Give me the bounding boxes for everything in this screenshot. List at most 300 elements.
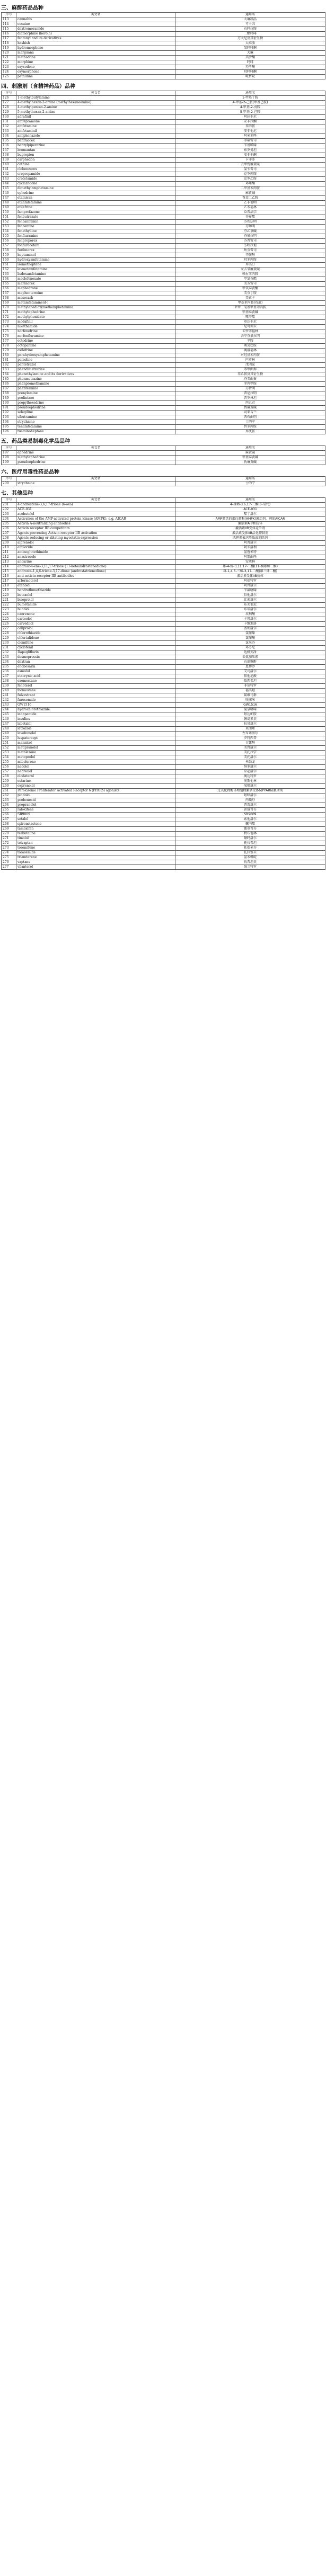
cell-en: fulvestrant — [16, 693, 175, 698]
cell-no: 136 — [2, 144, 16, 148]
table-row — [2, 770, 325, 774]
cell-no: 143 — [2, 177, 16, 182]
cell-no: 200 — [2, 482, 16, 486]
cell-no: 231 — [2, 646, 16, 650]
cell-en: metolazone — [16, 751, 175, 755]
table-row — [2, 148, 325, 153]
table-row — [2, 665, 325, 670]
cell-cn: 奥达特罗 — [175, 774, 325, 779]
table-row — [2, 627, 325, 631]
cell-no: 189 — [2, 396, 16, 401]
cell-no: 213 — [2, 560, 16, 565]
cell-cn: 二甲基苯丙胺 — [175, 186, 325, 191]
table-row — [2, 727, 325, 732]
cell-no: 156 — [2, 239, 16, 244]
table-header-row — [2, 477, 325, 482]
table-row — [2, 851, 325, 855]
table-row — [2, 541, 325, 546]
cell-cn: 左去氧麻黄碱 — [175, 268, 325, 272]
table-row — [2, 655, 325, 660]
cell-en: norfenefrine — [16, 329, 175, 334]
cell-en: atenolol — [16, 584, 175, 589]
table-row — [2, 32, 325, 37]
table-row — [2, 527, 325, 531]
cell-no: 233 — [2, 655, 16, 660]
table-row — [2, 396, 325, 401]
cell-no: 199 — [2, 460, 16, 465]
cell-cn: 阿屈非尼 — [175, 115, 325, 120]
table-row — [2, 598, 325, 603]
cell-en: tamoxifen — [16, 827, 175, 832]
table-row — [2, 215, 325, 220]
cell-no: 128 — [2, 105, 16, 110]
table-row — [2, 210, 325, 215]
cell-no: 138 — [2, 153, 16, 158]
cell-en: toremifene — [16, 846, 175, 851]
cell-en: lisdexamfetamine — [16, 272, 175, 277]
cell-no: 151 — [2, 215, 16, 220]
cell-no: 248 — [2, 727, 16, 732]
cell-no: 269 — [2, 827, 16, 832]
cell-no: 261 — [2, 789, 16, 794]
column-header-no: 序号 — [2, 446, 16, 451]
cell-cn: 氯噻酮 — [175, 636, 325, 641]
cell-en: 4-methylpentan-2-amine — [16, 105, 175, 110]
cell-cn: 芬布酯 — [175, 215, 325, 220]
table-row — [2, 593, 325, 598]
table-row — [2, 631, 325, 636]
cell-no: 180 — [2, 353, 16, 358]
cell-en: dimethylamphetamine — [16, 186, 175, 191]
cell-no: 157 — [2, 244, 16, 248]
cell-no: 264 — [2, 803, 16, 808]
column-header-no: 序号 — [2, 477, 16, 482]
cell-no: 230 — [2, 641, 16, 646]
cell-cn: 甲氯芬酯 — [175, 277, 325, 282]
cell-en: cannabis — [16, 17, 175, 22]
table-row — [2, 569, 325, 574]
table-row — [2, 339, 325, 344]
cell-en: canrenone — [16, 612, 175, 617]
cell-en: Activin receptor IIB competitors — [16, 527, 175, 531]
table-row — [2, 234, 325, 239]
table-row — [2, 120, 325, 124]
table-row — [2, 129, 325, 134]
column-header-no: 序号 — [2, 91, 16, 96]
cell-no: 130 — [2, 115, 16, 120]
table-row — [2, 560, 325, 565]
cell-en: pindolol — [16, 794, 175, 798]
cell-no: 190 — [2, 401, 16, 406]
table-row — [2, 693, 325, 698]
cell-en: desmopressin — [16, 655, 175, 660]
cell-no: 140 — [2, 163, 16, 167]
cell-cn: 氧烯洛尔 — [175, 784, 325, 789]
cell-no: 145 — [2, 186, 16, 191]
table-row — [2, 263, 325, 268]
cell-no: 131 — [2, 120, 16, 124]
cell-no: 239 — [2, 684, 16, 689]
cell-en: modafinil — [16, 320, 175, 325]
cell-cn: GW1516 — [175, 703, 325, 708]
cell-no: 260 — [2, 784, 16, 789]
cell-en: prolintane — [16, 396, 175, 401]
drug-table — [1, 445, 325, 465]
cell-no: 197 — [2, 451, 16, 456]
cell-no: 139 — [2, 158, 16, 163]
cell-en: carteolol — [16, 617, 175, 622]
cell-en: enobosarm — [16, 665, 175, 670]
cell-cn: 雷洛昔芬 — [175, 808, 325, 813]
table-row — [2, 344, 325, 349]
cell-cn: 香草二乙胺 — [175, 196, 325, 201]
table-row — [2, 832, 325, 836]
cell-cn: 达格列净 — [175, 650, 325, 655]
cell-no: 203 — [2, 512, 16, 517]
table-row — [2, 282, 325, 287]
cell-cn: 罗特西普 — [175, 736, 325, 741]
cell-en: nikethamide — [16, 325, 175, 329]
cell-cn: 羟苯丙胺 — [175, 258, 325, 263]
cell-no: 225 — [2, 617, 16, 622]
table-row — [2, 334, 325, 339]
table-row — [2, 579, 325, 584]
cell-no: 184 — [2, 372, 16, 377]
cell-cn: 大麻 — [175, 51, 325, 56]
table-row — [2, 182, 325, 186]
table-row — [2, 75, 325, 79]
cell-en: clobenzorex — [16, 167, 175, 172]
cell-cn: 赖右苯丙胺 — [175, 272, 325, 277]
cell-cn: 4-甲基-2-戊胺 — [175, 105, 325, 110]
cell-no: 270 — [2, 832, 16, 836]
cell-cn: 乙非他明 — [175, 201, 325, 206]
table-row — [2, 855, 325, 860]
table-row — [2, 358, 325, 363]
cell-cn: 美替洛尔 — [175, 746, 325, 751]
cell-no: 177 — [2, 339, 16, 344]
column-header-en: 英文名 — [16, 498, 175, 503]
cell-cn: 苄基哌嗪 — [175, 144, 325, 148]
cell-no: 238 — [2, 679, 16, 684]
table-row — [2, 51, 325, 56]
table-row — [2, 741, 325, 746]
column-header-cn: 通用名 — [175, 446, 325, 451]
cell-no: 176 — [2, 334, 16, 339]
table-row — [2, 517, 325, 522]
cell-no: 152 — [2, 220, 16, 225]
cell-no: 194 — [2, 420, 16, 425]
table-row — [2, 167, 325, 172]
cell-en: selegiline — [16, 411, 175, 415]
cell-cn: 比索洛尔 — [175, 598, 325, 603]
cell-no: 243 — [2, 703, 16, 708]
cell-en: carphedon — [16, 158, 175, 163]
table-row — [2, 411, 325, 415]
cell-en: probenecid — [16, 798, 175, 803]
table-row — [2, 124, 325, 129]
cell-en: sotalol — [16, 817, 175, 822]
table-row — [2, 574, 325, 579]
table-row — [2, 846, 325, 851]
cell-cn: 托伐普坦 — [175, 841, 325, 846]
cell-cn: 环唑酮 — [175, 182, 325, 186]
cell-en: mefenorex — [16, 282, 175, 287]
cell-en: olodaterol — [16, 774, 175, 779]
cell-no: 237 — [2, 674, 16, 679]
cell-en: arformoterol — [16, 579, 175, 584]
cell-no: 209 — [2, 541, 16, 546]
cell-cn: 普萘洛尔 — [175, 803, 325, 808]
cell-no: 124 — [2, 70, 16, 75]
table-row — [2, 349, 325, 353]
table-row — [2, 368, 325, 372]
cell-no: 116 — [2, 32, 16, 37]
table-row — [2, 65, 325, 70]
cell-no: 181 — [2, 358, 16, 363]
cell-cn: 美索卡 — [175, 296, 325, 301]
cell-cn: 伪麻黄碱 — [175, 406, 325, 411]
cell-cn: 丙己君 — [175, 401, 325, 406]
cell-no: 154 — [2, 229, 16, 234]
cell-no: 165 — [2, 282, 16, 287]
cell-en: pseudoephedrine — [16, 460, 175, 465]
table-row — [2, 315, 325, 320]
cell-en: benfluorex — [16, 139, 175, 144]
cell-no: 172 — [2, 315, 16, 320]
cell-en: fenfluramine — [16, 234, 175, 239]
cell-cn: 奈必洛尔 — [175, 770, 325, 774]
cell-en: carvedilol — [16, 622, 175, 627]
table-row — [2, 660, 325, 665]
cell-cn: 卡维地洛 — [175, 622, 325, 627]
cell-no: 195 — [2, 425, 16, 430]
cell-cn: 芬咖明 — [175, 225, 325, 229]
table-row — [2, 277, 325, 282]
cell-en: cocaine — [16, 22, 175, 27]
section-title: 五、药品类易制毒化学品品种 — [1, 439, 70, 444]
section-title: 三、麻醉药品品种 — [1, 5, 43, 11]
cell-cn: 亚甲二氧基甲基苯丙胺 — [175, 306, 325, 310]
cell-cn: 坎利酮 — [175, 612, 325, 617]
cell-no: 268 — [2, 822, 16, 827]
cell-en: 1-methylbutylamine — [16, 96, 175, 101]
cell-cn: 倍他洛尔 — [175, 593, 325, 598]
table-row — [2, 732, 325, 736]
cell-cn: 芬乙茶碱 — [175, 229, 325, 234]
cell-cn: 戊四氮 — [175, 363, 325, 368]
table-row — [2, 717, 325, 722]
cell-no: 125 — [2, 75, 16, 79]
cell-no: 272 — [2, 841, 16, 846]
cell-no: 211 — [2, 550, 16, 555]
drug-table — [1, 91, 325, 434]
cell-no: 162 — [2, 268, 16, 272]
cell-cn: 吲达帕胺 — [175, 712, 325, 717]
cell-cn: 激活素IIB受体竞争剂 — [175, 527, 325, 531]
cell-cn: 苯丙胺 — [175, 124, 325, 129]
cell-cn: SR9009 — [175, 813, 325, 817]
cell-cn: 苄氟噻嗪 — [175, 589, 325, 593]
cell-no: 251 — [2, 741, 16, 746]
cell-no: 242 — [2, 698, 16, 703]
cell-en: tenamfetamine — [16, 425, 175, 430]
cell-cn: 羟考酮 — [175, 65, 325, 70]
cell-en: insulins — [16, 717, 175, 722]
cell-cn: 去甲苯福林 — [175, 329, 325, 334]
cell-cn: 大麻脂 — [175, 41, 325, 46]
cell-cn: 卡替洛尔 — [175, 617, 325, 622]
cell-en: torasemide — [16, 851, 175, 855]
cell-cn: 布罗曼坦 — [175, 148, 325, 153]
table-header-row — [2, 13, 325, 17]
cell-no: 277 — [2, 865, 16, 870]
cell-en: norfenfluramine — [16, 334, 175, 339]
cell-no: 244 — [2, 708, 16, 712]
cell-en: hydroxyamfetamine — [16, 258, 175, 263]
table-row — [2, 860, 325, 865]
cell-cn: 布诺洛尔 — [175, 608, 325, 612]
cell-cn: 过氧化物酶体增殖物激活受体δ(PPARδ)激动剂 — [175, 789, 325, 794]
cell-no: 169 — [2, 301, 16, 306]
cell-cn: 对羟基苯丙胺 — [175, 353, 325, 358]
cell-cn: 氢氯噻嗪 — [175, 708, 325, 712]
cell-en: oxycodone — [16, 65, 175, 70]
table-row — [2, 301, 325, 306]
cell-no: 161 — [2, 263, 16, 268]
table-row — [2, 430, 325, 434]
cell-no: 235 — [2, 665, 16, 670]
cell-en: crotetamide — [16, 177, 175, 182]
cell-no: 245 — [2, 712, 16, 717]
table-row — [2, 110, 325, 115]
drug-table — [1, 12, 325, 79]
cell-en: hashish — [16, 41, 175, 46]
cell-no: 258 — [2, 774, 16, 779]
cell-en: octodrine — [16, 339, 175, 344]
cell-cn: 特布他林 — [175, 832, 325, 836]
cell-en: methylphenidate — [16, 315, 175, 320]
cell-no: 129 — [2, 110, 16, 115]
cell-no: 207 — [2, 531, 16, 536]
cell-cn: 苯乙胺及其衍生物 — [175, 372, 325, 377]
table-row — [2, 201, 325, 206]
cell-cn: 甲氧麻黄酮 — [175, 287, 325, 291]
table-row — [2, 684, 325, 689]
cell-cn: 塞利洛尔 — [175, 627, 325, 631]
section-title: 四、刺激剂（含精神药品）品种 — [1, 84, 75, 90]
table-row — [2, 291, 325, 296]
column-header-cn: 通用名 — [175, 498, 325, 503]
cell-cn: 阿替洛尔 — [175, 584, 325, 589]
cell-no: 114 — [2, 22, 16, 27]
cell-cn: 哌甲酯 — [175, 315, 325, 320]
cell-en: Activators of the AMP-activated protein kinase (AMPK), e.g. AICAR — [16, 517, 175, 522]
cell-no: 265 — [2, 808, 16, 813]
cell-en: terbutaline — [16, 832, 175, 836]
cell-en: diamorphine (heroin) — [16, 32, 175, 37]
cell-en: metamfetamine(d-) — [16, 301, 175, 306]
cell-no: 119 — [2, 46, 16, 51]
cell-cn: 去甲伪麻黄碱 — [175, 163, 325, 167]
cell-cn: 雄-4-烯-3,11,17-三酮(11-酮雄烯二酮) — [175, 565, 325, 569]
cell-en: amfetamine — [16, 124, 175, 129]
table-row — [2, 803, 325, 808]
cell-no: 206 — [2, 527, 16, 531]
cell-en: vilanterol — [16, 865, 175, 870]
cell-en: methylenedioxymethamphetamine — [16, 306, 175, 310]
cell-en: exemestane — [16, 679, 175, 684]
table-row — [2, 689, 325, 693]
cell-en: Agents preventing Activin receptor IIB activation — [16, 531, 175, 536]
column-header-en: 英文名 — [16, 91, 175, 96]
cell-en: clomifene — [16, 641, 175, 646]
cell-en: furfenorex — [16, 248, 175, 253]
table-row — [2, 268, 325, 272]
cell-no: 196 — [2, 430, 16, 434]
cell-no: 202 — [2, 507, 16, 512]
cell-no: 253 — [2, 751, 16, 755]
cell-no: 160 — [2, 258, 16, 263]
column-header-cn: 通用名 — [175, 13, 325, 17]
cell-cn: 甲基苯丙胺(右旋) — [175, 301, 325, 306]
cell-no: 201 — [2, 503, 16, 507]
table-row — [2, 191, 325, 196]
cell-no: 117 — [2, 37, 16, 41]
cell-no: 212 — [2, 555, 16, 560]
cell-cn: 美托拉宗 — [175, 751, 325, 755]
cell-no: 118 — [2, 41, 16, 46]
cell-cn: 4-甲基-2-己胺(甲基己胺) — [175, 101, 325, 105]
cell-cn: 纳多洛尔 — [175, 765, 325, 770]
table-row — [2, 377, 325, 382]
cell-no: 234 — [2, 660, 16, 665]
cell-no: 163 — [2, 272, 16, 277]
cell-no: 164 — [2, 277, 16, 282]
table-row — [2, 674, 325, 679]
cell-en: methylephedrine — [16, 310, 175, 315]
table-row — [2, 712, 325, 717]
cell-en: phentermine — [16, 387, 175, 391]
cell-no: 217 — [2, 579, 16, 584]
table-row — [2, 822, 325, 827]
cell-en: heptaminol — [16, 253, 175, 258]
table-row — [2, 96, 325, 101]
cell-no: 153 — [2, 225, 16, 229]
table-row — [2, 56, 325, 60]
cell-en: pemoline — [16, 358, 175, 363]
cell-no: 263 — [2, 798, 16, 803]
cell-en: nebivolol — [16, 770, 175, 774]
table-row — [2, 746, 325, 751]
cell-en: bupropion — [16, 153, 175, 158]
cell-no: 208 — [2, 536, 16, 541]
cell-cn: 普罗林坦 — [175, 396, 325, 401]
cell-cn: 来曲唑 — [175, 727, 325, 732]
cell-cn: 大麻制品 — [175, 17, 325, 22]
cell-cn: 福美坦 — [175, 689, 325, 693]
cell-cn: 芬太尼及其衍生物 — [175, 37, 325, 41]
cell-en: betaxolol — [16, 593, 175, 598]
cell-cn: 苯丙甲胺 — [175, 382, 325, 387]
table-row — [2, 641, 325, 646]
table-row — [2, 325, 325, 329]
table-row — [2, 115, 325, 120]
cell-cn: 氟维司群 — [175, 693, 325, 698]
cell-en: esmolol — [16, 670, 175, 674]
cell-en: Agents reducing or ablating myostatin expression — [16, 536, 175, 541]
cell-en: mephentermine — [16, 291, 175, 296]
